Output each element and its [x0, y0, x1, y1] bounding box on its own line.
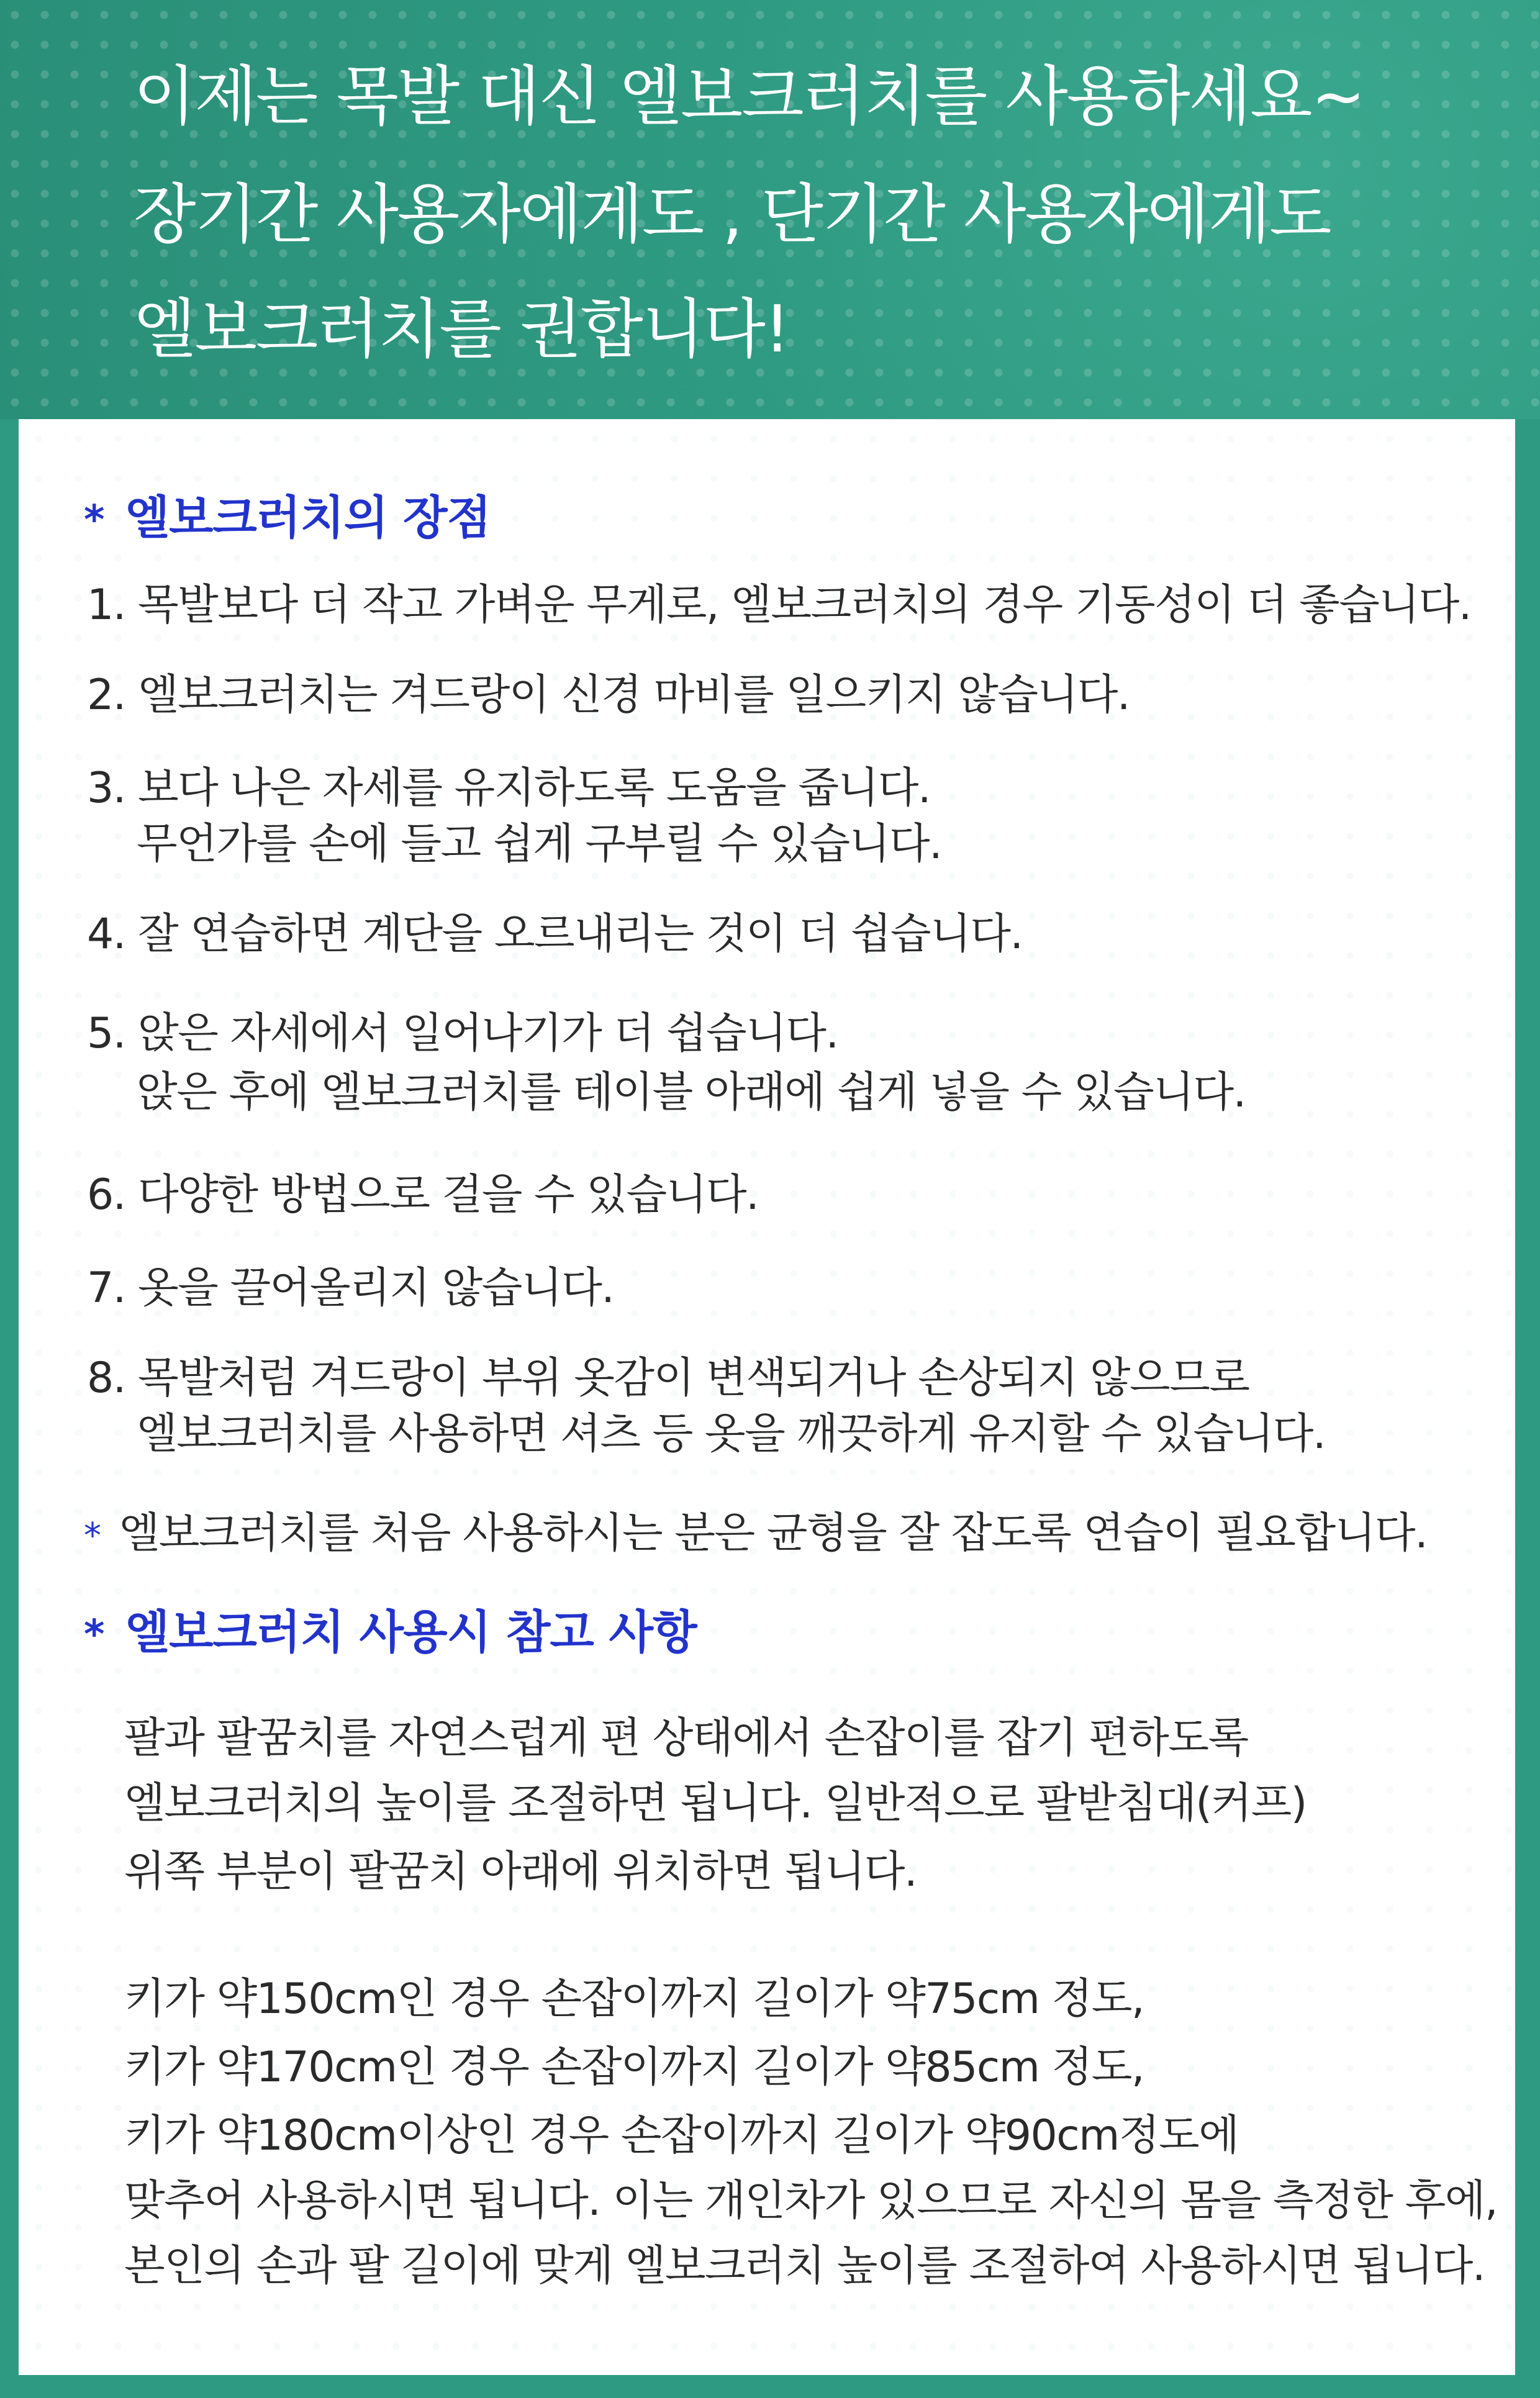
note-star-icon: *: [84, 1516, 101, 1556]
advantage-item-2: 2. 엘보크러치는 겨드랑이 신경 마비를 일으키지 않습니다.: [87, 671, 1130, 720]
usage-para2-line-2: 키가 약170cm인 경우 손잡이까지 길이가 약85cm 정도,: [124, 2043, 1144, 2092]
usage-para1-line-3: 위쪽 부분이 팔꿈치 아래에 위치하면 됩니다.: [124, 1847, 917, 1896]
advantage-item-5-cont: 앉은 후에 엘보크러치를 테이블 아래에 쉽게 넣을 수 있습니다.: [137, 1068, 1246, 1117]
heading-star-icon: *: [84, 497, 104, 543]
usage-para2-line-4: 맞추어 사용하시면 됩니다. 이는 개인차가 있으므로 자신의 몸을 측정한 후에,: [124, 2176, 1498, 2225]
advantage-item-3-cont: 무언가를 손에 들고 쉽게 구부릴 수 있습니다.: [137, 820, 942, 869]
usage-para1-line-1: 팔과 팔꿈치를 자연스럽게 편 상태에서 손잡이를 잡기 편하도록: [124, 1714, 1248, 1763]
advantage-item-5: 5. 앉은 자세에서 일어나기가 더 쉽습니다.: [87, 1009, 838, 1058]
practice-note-text: 엘보크러치를 처음 사용하시는 분은 균형을 잘 잡도록 연습이 필요합니다.: [119, 1509, 1428, 1558]
banner-line-1: 이제는 목발 대신 엘보크러치를 사용하세요~: [134, 58, 1364, 134]
usage-heading: [84, 1596, 697, 1662]
advantage-item-8-cont: 엘보크러치를 사용하면 셔츠 등 옷을 깨끗하게 유지할 수 있습니다.: [137, 1409, 1326, 1459]
right-border: [1521, 419, 1540, 2375]
banner-line-3: 엘보크러치를 권합니다!: [134, 291, 789, 367]
usage-para2-line-3: 키가 약180cm이상인 경우 손잡이까지 길이가 약90cm정도에: [124, 2111, 1239, 2160]
usage-title: 엘보크러치 사용시 참고 사항: [125, 1606, 697, 1659]
header-banner: [0, 0, 1540, 419]
advantage-item-3: 3. 보다 나은 자세를 유지하도록 도움을 줍니다.: [87, 764, 931, 813]
advantages-heading: [84, 481, 491, 547]
heading-star-icon: *: [84, 1612, 104, 1658]
footer-band: [0, 2375, 1540, 2398]
left-border: [0, 419, 19, 2375]
usage-para2-line-5: 본인의 손과 팔 길이에 맞게 엘보크러치 높이를 조절하여 사용하시면 됩니다.: [124, 2242, 1485, 2291]
usage-para2-line-1: 키가 약150cm인 경우 손잡이까지 길이가 약75cm 정도,: [124, 1975, 1144, 2024]
advantage-item-6: 6. 다양한 방법으로 걸을 수 있습니다.: [87, 1170, 759, 1219]
practice-note: [84, 1500, 1427, 1560]
advantage-item-4: 4. 잘 연습하면 계단을 오르내리는 것이 더 쉽습니다.: [87, 910, 1023, 959]
content-panel: [19, 419, 1515, 2375]
advantages-title: 엘보크러치의 장점: [125, 491, 491, 545]
banner-line-2: 장기간 사용자에게도 , 단기간 사용자에게도: [134, 176, 1331, 252]
advantage-item-7: 7. 옷을 끌어올리지 않습니다.: [87, 1264, 614, 1313]
advantage-item-1: 1. 목발보다 더 작고 가벼운 무게로, 엘보크러치의 경우 기동성이 더 좋습니다.: [87, 581, 1471, 630]
advantage-item-8: 8. 목발처럼 겨드랑이 부위 옷감이 변색되거나 손상되지 않으므로: [87, 1354, 1249, 1403]
usage-para1-line-2: 엘보크러치의 높이를 조절하면 됩니다. 일반적으로 팔받침대(커프): [124, 1779, 1307, 1828]
